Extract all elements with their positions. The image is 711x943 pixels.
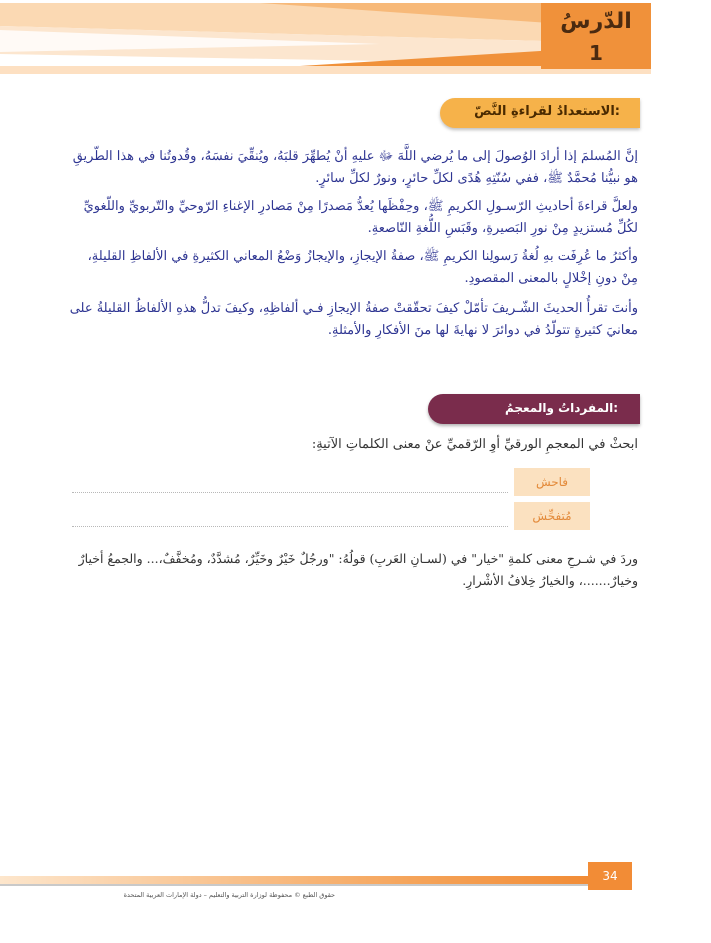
lisan-quote-paragraph: وردَ في شـرحِ معنى كلمةِ "خيار" في (لسـانِ العَربِ) قولُهُ: "ورجُلٌ خَيْرٌ وخَيِّرٌ، مُشدَّدٌ، ومُخفَّفٌ،... والجمعُ أخيارٌ وخيارٌ.......، والخيارُ خِلافُ الأشْرارِ.	[78, 551, 638, 588]
answer-line-1[interactable]	[72, 492, 508, 493]
vocab-word-1: فاحش	[514, 468, 590, 496]
page-number: 34	[588, 862, 632, 890]
section-title-vocabulary	[428, 394, 640, 424]
paragraph-3: وأكثرُ ما عُرِفَت بهِ لُغةُ رَسولِنا الكريمِ ﷺ، صفةُ الإيجازِ، والإيجازُ وَضْعُ المعاني الكثيرةِ في الألفاظِ القليلةِ، مِنْ دونِ إخْلالٍ بالمعنى المقصودِ.	[87, 249, 638, 286]
paragraph-2: ولعلَّ قراءةَ أحاديثِ الرّسـولِ الكريمِ ﷺ، وحِفْظَها يُعدُّ مَصدرًا مِنْ مَصادرِ الإغناءِ الرّوحيِّ والتّربويِّ واللّغويِّ لكُلِّ مُستزيدٍ مِنْ نورِ البَصيرةِ، وقَبَسِ اللُّغةِ النّاصعةِ.	[83, 199, 638, 236]
copyright-text: حقوق الطبع © محفوظة لوزارة التربية والتعليم – دولة الإمارات العربية المتحدة	[123, 891, 335, 899]
lesson-word: الدّرسُ	[560, 9, 632, 34]
lesson-label-box	[541, 3, 651, 69]
answer-line-2[interactable]	[72, 526, 508, 527]
footer-bar	[0, 876, 588, 884]
lesson-number: 1	[589, 41, 603, 65]
paragraph-4: وأنتَ تقرأُ الحديثَ الشّـريفَ تأمّلْ كيفَ تحقّقتْ صفةُ الإيجازِ فـي ألفاظِهِ، وكيفَ تدلُّ هذهِ الألفاظُ القليلةُ على معانيَ كثيرةٍ تتولّدُ في دوائرَ لا نهايةَ لها منَ الأفكارِ والأمثلةِ.	[69, 301, 638, 338]
section-title-text: الاستعدادُ لقراءةِ النَّصّ:	[474, 104, 620, 119]
paragraph-1: إنَّ المُسلمَ إذا أرادَ الوُصولَ إلى ما يُرضي اللَّهَ ﷻ عليهِ أنْ يُطهِّرَ قلبَهُ، ويُنقِّيَ نفسَهُ، وقُدوتُنا في هذا الطّريقِ هو نبيُّنا مُحمَّدٌ ﷺ، ففي سُنّتِهِ هُدًى لكلِّ حائرٍ، ونورٌ لكلِّ سائرٍ.	[72, 149, 638, 186]
section-title-text: المفرداتُ والمعجمُ:	[504, 401, 618, 415]
instruction-text: ابحثْ في المعجمِ الورقيِّ أوِ الرّقميِّ عنْ معنى الكلماتِ الآتيةِ:	[311, 437, 638, 452]
section-title-reading-prep	[440, 98, 640, 128]
vocab-word-2: مُتفحِّش	[514, 502, 590, 530]
footer-divider	[0, 884, 588, 886]
